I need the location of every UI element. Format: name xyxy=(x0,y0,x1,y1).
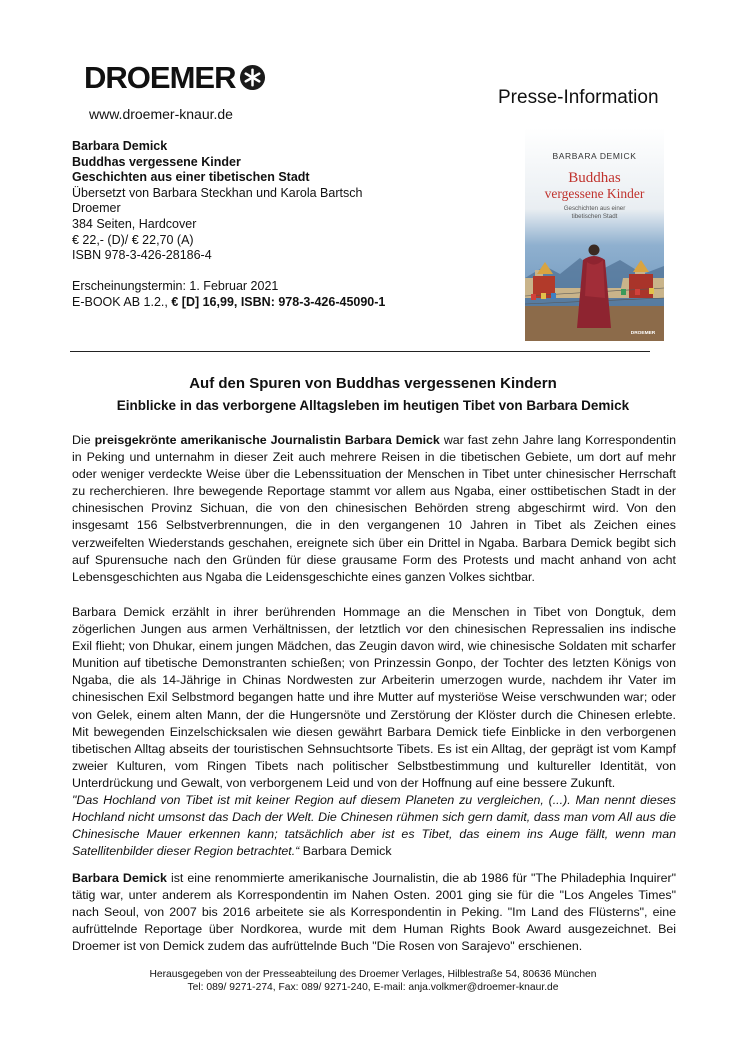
article-subheadline: Einblicke in das verborgene Alltagsleben im heutigen Tibet von Barbara Demick xyxy=(116,398,630,413)
footer-contact: Tel: 089/ 9271-274, Fax: 089/ 9271-240, E-mail: anja.volkmer@droemer-knaur.de xyxy=(187,982,559,993)
ebook-info xyxy=(72,295,385,311)
droemer-logo xyxy=(84,62,266,93)
website-url[interactable]: www.droemer-knaur.de xyxy=(89,106,233,122)
paragraph-stories xyxy=(72,604,676,860)
footer xyxy=(0,968,746,994)
star-circle-icon xyxy=(239,64,266,91)
book-subtitle: Geschichten aus einer tibetischen Stadt xyxy=(72,170,310,185)
book-metadata xyxy=(72,139,385,311)
book-format: 384 Seiten, Hardcover xyxy=(72,216,197,231)
paragraph-intro xyxy=(72,432,676,586)
author-quote xyxy=(72,792,676,860)
p3-rest: ist eine renommierte amerikanische Journalistin, die ab 1986 für "The Philadephia Inquirer" tätig war, unter anderem als Korrespondentin im Nahen Osten. 2001 ging sie für die "Los Angeles Times" nach Seoul, von 2007 bis 2016 arbeitete sie als Korrespondentin in Peking. "Im Land des Flüsterns", eine aufrüttelnde Reportage über Nordkorea, wurde mit dem Human Rights Book Award ausgezeichnet. Bei Droemer ist von Demick zudem das aufrüttelnde Buch "Die Rosen von Sarajevo" erschienen. xyxy=(72,871,676,954)
cover-imprint: DROEMER xyxy=(630,331,656,336)
paragraph-author-bio xyxy=(72,870,676,955)
ebook-prefix: E-BOOK AB 1.2., xyxy=(72,294,172,309)
quote-author: Barbara Demick xyxy=(299,844,392,859)
quote-text: "Das Hochland von Tibet ist mit keiner Region auf diesem Planeten zu vergleichen, (...). Man nennt dieses Hochland nicht umsonst das Dach der Welt. Die Chinesen rühmen sich gern damit, dass man vom All aus die Chinesische Mauer erkennen kann; tatsächlich aber ist es Tibet, das einem ins Auge fällt, wenn man Satellitenbilder dieser Region betrachtet.“ xyxy=(72,793,676,859)
footer-address: Herausgegeben von der Presseabteilung des Droemer Verlages, Hilblestraße 54, 80636 München xyxy=(149,969,597,980)
logo-wordmark: DROEMER xyxy=(84,60,236,95)
cover-author: BARBARA DEMICK xyxy=(552,151,637,161)
book-author: Barbara Demick xyxy=(72,139,168,153)
p1-rest: war fast zehn Jahre lang Korrespondentin in Peking und unternahm in dieser Zeit auch mehrere Reisen in die tibetischen Gebiete, um dort auf mehr oder weniger verdeckte Weise über die Lebenssituation der Menschen in Tibet unter chinesischer Herrschaft zu recherchieren. Ihre bewegende Reportage stammt vor allem aus Ngaba, einer osttibetischen Stadt in der chinesischen Provinz Sichuan, die von den chinesischen Behörden streng abgeschirmt wird. Von den insgesamt 156 Selbstverbrennungen, die in den vergangenen 10 Jahren in Tibet als Zeichen eines verzweifelten Wiederstands geschahen, ereignete sich über ein Drittel in Ngaba. Barbara Demick begibt sich auf Spurensuche nach den Gründen für diese grausame Form des Protests und macht anhand von acht Lebensgeschichten aus Ngaba die Leidensgeschichte eines ganzen Volkes sichtbar. xyxy=(72,433,676,584)
book-isbn: ISBN 978-3-426-28186-4 xyxy=(72,248,212,263)
ebook-price: € [D] 16,99, ISBN: 978-3-426-45090-1 xyxy=(171,294,386,309)
book-translators: Übersetzt von Barbara Steckhan und Karola Bartsch xyxy=(72,185,363,200)
release-date: Erscheinungstermin: 1. Februar 2021 xyxy=(72,279,279,294)
book-publisher: Droemer xyxy=(72,201,121,216)
p3-bold: Barbara Demick xyxy=(72,871,167,885)
p1-lead: Die xyxy=(72,433,95,447)
divider xyxy=(70,351,650,352)
cover-subtitle-line2: tibetischen Stadt xyxy=(571,213,618,220)
cover-title-line2: vergessene Kinder xyxy=(544,186,645,201)
p1-bold: preisgekrönte amerikanische Journalistin Barbara Demick xyxy=(94,433,440,447)
book-title: Buddhas vergessene Kinder xyxy=(72,154,241,169)
book-price: € 22,- (D)/ € 22,70 (A) xyxy=(72,232,194,247)
p2-text: Barbara Demick erzählt in ihrer berührenden Hommage an die Menschen in Tibet von Dongtuk, dem zögerlichen Jungen aus armen Verhältnissen, der letztlich vor den chinesischen Repressalien ins indische Exil flieht; von Dhukar, einem jungen Mädchen, das Zeugin davon wird, wie chinesische Soldaten mit scharfer Munition auf tibetische Demonstranten schießen; von Prinzessin Gonpo, der Tochter des letzten Königs von Ngaba, die als 14-Jährige in Chinas Nordwesten zur Arbeiterin umerzogen wurde, nachdem ihr Vater im chinesischen Exil Selbstmord begangen hatte und ihre Mutter auf mysteriöse Weise verschwunden war; oder von Gelek, einem alten Mann, der die Hungersnöte und Zerstörung der Klöster durch die Chinesen erlebte. Mit bewegenden Einzelschicksalen wie diesen gewährt Barbara Demick tiefe Einblicke in den verborgenen tibetischen Alltag abseits der touristischen Sehnsuchtsorte Tibets. Es ist ein Alltag, der geprägt ist vom Kampf zweier Kulturen, vom Ringen Tibets nach politischer Selbstbestimmung und kultureller Identität, von Unterdrückung und Gewalt, von verborgenem Leid und von der Hoffnung auf eine bessere Zukunft. xyxy=(72,605,676,790)
book-cover-image xyxy=(525,128,664,341)
cover-subtitle-line1: Geschichten aus einer xyxy=(563,205,626,212)
document-type: Presse-Information xyxy=(498,87,659,108)
book-cover xyxy=(525,128,664,341)
article-headline: Auf den Spuren von Buddhas vergessenen Kindern xyxy=(189,375,557,392)
cover-title-line1: Buddhas xyxy=(568,170,621,186)
